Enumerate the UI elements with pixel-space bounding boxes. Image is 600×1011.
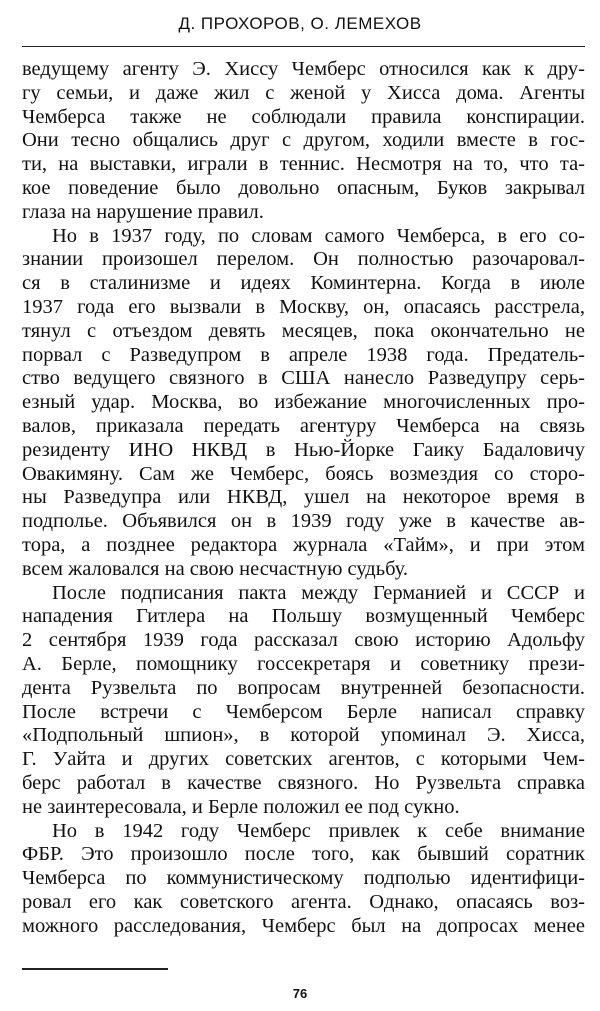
text-line: ся в сталинизме и идеях Коминтерна. Когда в июле: [22, 272, 585, 295]
text-line: Они тесно общались друг с другом, ходили вместе в гос-: [22, 129, 585, 152]
text-line: езный удар. Москва, во избежание многочисленных про-: [22, 391, 585, 414]
running-title: Д. ПРОХОРОВ, О. ЛЕМЕХОВ: [178, 14, 422, 33]
text-line: гу семьи, и даже жил с женой у Хисса дома. Агенты: [22, 81, 585, 104]
text-line: 2 сентября 1939 года рассказал свою историю Адольфу: [22, 629, 585, 652]
text-line: ны Разведупра или НКВД, ушел на некоторое время в: [22, 486, 585, 509]
paragraph-2: [22, 225, 585, 582]
page-body: [22, 58, 585, 938]
text-line: После подписания пакта между Германией и СССР и: [52, 581, 585, 604]
paragraph-3: [22, 582, 585, 820]
text-line: ровал его как советского агента. Однако, опасаясь воз-: [22, 890, 585, 913]
text-line: «Подпольный шпион», в которой упоминал Э. Хисса,: [22, 724, 585, 747]
text-line: резиденту ИНО НКВД в Нью-Йорке Гаику Бадаловичу: [22, 438, 585, 461]
text-line: А. Берле, помощнику госсекретаря и советнику прези-: [22, 652, 585, 675]
paragraph-4: [22, 820, 585, 939]
text-line: Овакимяну. Сам же Чемберс, боясь возмездия со сторо-: [22, 462, 585, 485]
text-line: дента Рузвельта по вопросам внутренней безопасности.: [22, 676, 585, 699]
text-line: После встречи с Чемберсом Берле написал справку: [22, 700, 585, 723]
header-rule: [22, 46, 585, 47]
text-line: 1937 года его вызвали в Москву, он, опасаясь расстрела,: [22, 295, 585, 318]
text-line: ФБР. Это произошло после того, как бывший соратник: [22, 843, 585, 866]
text-line: всем жаловался на свою несчастную судьбу.: [22, 557, 409, 580]
text-line: тянул с отъездом девять месяцев, пока окончательно не: [22, 319, 585, 342]
text-line: ство ведущего связного в США нанесло Разведупру серь-: [22, 367, 585, 390]
text-line: можного расследования, Чемберс был на допросах менее: [22, 914, 585, 937]
text-line: валов, приказала передать агентуру Чемберса на связь: [22, 414, 585, 437]
text-line: не заинтересовала, и Берле положил ее под сукно.: [22, 795, 460, 818]
text-line: ти, на выставки, играли в теннис. Несмотря на то, что та-: [22, 153, 585, 176]
text-line: нападения Гитлера на Польшу возмущенный Чемберс: [22, 605, 585, 628]
text-line: Но в 1942 году Чемберс привлек к себе внимание: [52, 819, 585, 842]
text-line: ведущему агенту Э. Хиссу Чемберс относился как к дру-: [22, 58, 585, 80]
footnote-rule: [22, 968, 168, 970]
text-line: Чемберса также не соблюдали правила конспирации.: [22, 105, 585, 128]
text-line: Чемберса по коммунистическому подполью идентифици-: [22, 867, 585, 890]
page-number: 76: [292, 986, 308, 1001]
text-line: Но в 1937 году, по словам самого Чемберса, в его со-: [52, 224, 585, 247]
text-line: глаза на нарушение правил.: [22, 200, 264, 223]
text-line: Г. Уайта и других советских агентов, с которыми Чем-: [22, 748, 585, 771]
text-line: знании произошел перелом. Он полностью разочаровал-: [22, 248, 585, 271]
text-line: кое поведение было довольно опасным, Буков закрывал: [22, 176, 585, 199]
text-line: подполье. Объявился он в 1939 году уже в качестве ав-: [22, 510, 585, 533]
text-line: берс работал в качестве связного. Но Рузвельта справка: [22, 771, 585, 794]
text-line: тора, а позднее редактора журнала «Тайм», и при этом: [22, 533, 585, 556]
text-line: порвал с Разведупром в апреле 1938 года. Предатель-: [22, 343, 585, 366]
paragraph-1: [22, 58, 585, 225]
